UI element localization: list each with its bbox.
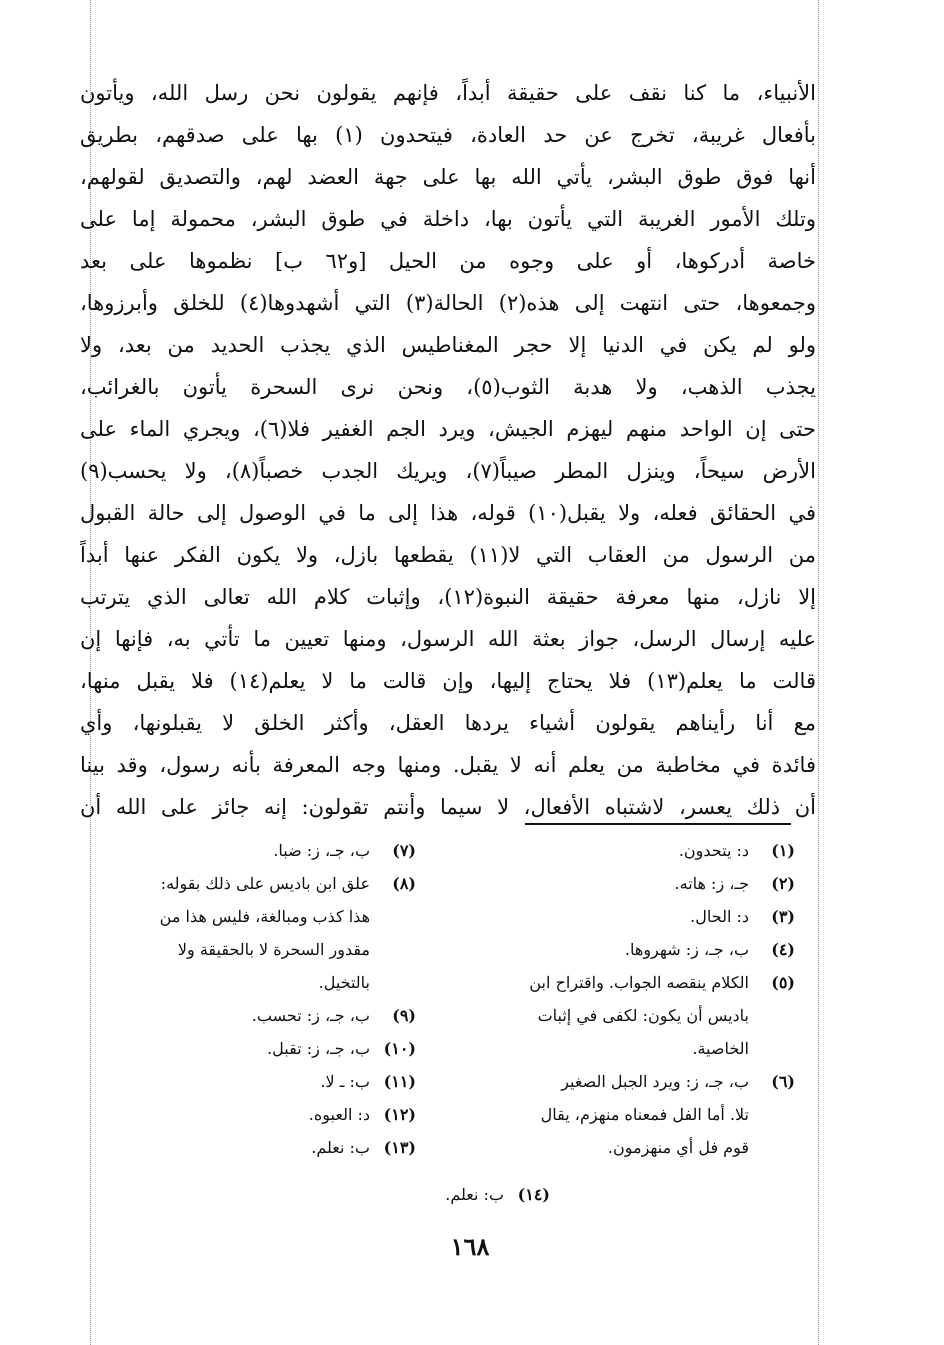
text-line: خاصة أدركوها، أو على وجوه من الحيل [و٦٢ ب] نظموها على بعد (80, 249, 816, 273)
footnote-number: (٨) (392, 874, 416, 893)
footnote-text: ب، جـ، ز: ضبا. (273, 841, 370, 860)
footnote-text: د: الحال. (690, 907, 749, 926)
footnote (465, 834, 795, 867)
footnote-text: مقدور السحرة لا بالحقيقة ولا (177, 940, 370, 959)
text-line: من الرسول من العقاب التي لا(١١) يقطعها بازل، ولا يكون الفكر عنها أبداً (80, 543, 816, 567)
footnote-text: هذا كذب ومبالغة، فليس هذا من (159, 907, 370, 926)
footnote (150, 867, 416, 999)
footnote (150, 1098, 416, 1131)
footnote-text: قوم فل أي منهزمون. (607, 1138, 749, 1157)
footnote-number: (٥) (771, 973, 795, 992)
footnote-text: ب، جـ، ز: تحسب. (251, 1006, 370, 1025)
text-line: مع أنا رأيناهم يقولون أشياء يردها العقل، وأكثر الخلق لا يقبلونها، وأي (80, 711, 816, 735)
footnote-text: ب، جـ، ز: تقبل. (267, 1039, 370, 1058)
text-line: الأنبياء، ما كنا نقف على حقيقة أبداً، فإنهم يقولون نحن رسل الله، ويأتون (80, 81, 816, 105)
footnote-text: د: يتحدون. (678, 841, 749, 860)
footnote (150, 999, 416, 1032)
footnote-text: ب، جـ، ز: شهروها. (624, 940, 749, 959)
main-text (80, 72, 816, 828)
footnote-separator (525, 823, 791, 825)
footnote-number: (١٠) (383, 1039, 416, 1058)
footnote-text: د: العبوه. (308, 1105, 370, 1124)
footnote (150, 1065, 416, 1098)
footnote (465, 1065, 795, 1164)
footnote-text: علق ابن باديس على ذلك بقوله: (160, 874, 370, 893)
text-line: في الحقائق فعله، ولا يقبل(١٠) قوله، هذا إلى ما في الوصول إلى حالة القبول (80, 501, 816, 525)
footnote-number: (٧) (392, 841, 416, 860)
footnote-last (370, 1178, 550, 1211)
footnote-number: (٦) (771, 1072, 795, 1091)
footnote-number: (٤) (771, 940, 795, 959)
text-line: يجذب الذهب، ولا هدبة الثوب(٥)، ونحن نرى السحرة يأتون بالغرائب، (80, 375, 816, 399)
footnote (465, 966, 795, 1065)
text-line: الأرض سيحاً، وينزل المطر صيباً(٧)، ويريك الجدب خصباً(٨)، ولا يحسب(٩) (80, 459, 816, 483)
footnote-text: باديس أن يكون: لكفى في إثبات (537, 1006, 749, 1025)
footnote-text: ب: نعلم. (311, 1138, 370, 1157)
text-line: بأفعال غريبة، تخرج عن حد العادة، فيتحدون (١) بها على صدقهم، بطريق (80, 123, 816, 147)
text-line: حتى إن الواحد منهم ليهزم الجيش، ويرد الجم الغفير فلا(٦)، ويجري الماء على (80, 417, 816, 441)
text-line: عليه إرسال الرسل، جواز بعثة الله الرسول، ومنها تعيين ما تأتي به، فإنها إن (80, 627, 816, 651)
text-line: إلا نازل، منها معرفة حقيقة النبوة(١٢)، وإثبات كلام الله تعالى الذي يترتب (80, 585, 816, 609)
footnote-text: جـ، ز: هاته. (674, 874, 749, 893)
footnote-text: ب: ـ لا. (320, 1072, 370, 1091)
text-line: ولو لم يكن في الدنيا إلا حجر المغناطيس الذي يجذب الحديد من بعد، ولا (80, 333, 816, 357)
text-line: وتلك الأمور الغريبة التي يأتون بها، داخلة في طوق البشر، محمولة إما على (80, 207, 816, 231)
footnotes-right-column (465, 834, 795, 1164)
footnote-text: ب: نعلم. (445, 1185, 504, 1204)
footnote-number: (١٢) (383, 1105, 416, 1124)
footnote (465, 867, 795, 900)
text-line: وجمعوها، حتى انتهت إلى هذه(٢) الحالة(٣) التي أشهدوها(٤) للخلق وأبرزوها، (80, 291, 816, 315)
footnote-number: (١١) (383, 1072, 416, 1091)
footnote-number: (٢) (771, 874, 795, 893)
footnote-number: (٣) (771, 907, 795, 926)
footnote-text: الخاصية. (692, 1039, 749, 1058)
footnote (150, 1131, 416, 1164)
footnote-text: ب، جـ، ز: ويرد الجبل الصغير (561, 1072, 749, 1091)
page-number: ١٦٨ (450, 1232, 490, 1261)
text-line: قالت ما يعلم(١٣) فلا يحتاج إليها، وإن قالت ما لا يعلم(١٤) فلا يقبل منها، (80, 669, 816, 693)
footnote (465, 933, 795, 966)
scan-edge-right (818, 0, 819, 1345)
text-line: أنها فوق طوق البشر، يأتي الله بها على جهة العضد لهم، والتصديق لقولهم، (80, 165, 816, 189)
text-line: أن ذلك يعسر، لاشتباه الأفعال، لا سيما وأنتم تقولون: إنه جائز على الله أن (80, 795, 816, 819)
footnote (465, 900, 795, 933)
footnote-number: (١٤) (517, 1185, 550, 1204)
footnote-text: تلا. أما الفل فمعناه منهزم، يقال (540, 1105, 749, 1124)
footnote (150, 834, 416, 867)
footnote-text: بالتخيل. (318, 973, 370, 992)
footnote-number: (٩) (392, 1006, 416, 1025)
text-line: فائدة في مخاطبة من يعلم أنه لا يقبل. ومنها وجه المعرفة بأنه رسول، وقد بينا (80, 753, 816, 777)
footnotes-left-column (150, 834, 416, 1164)
footnote-text: الكلام ينقصه الجواب. واقتراح ابن (529, 973, 749, 992)
footnote-number: (١٣) (383, 1138, 416, 1157)
footnote (150, 1032, 416, 1065)
footnote-number: (١) (771, 841, 795, 860)
